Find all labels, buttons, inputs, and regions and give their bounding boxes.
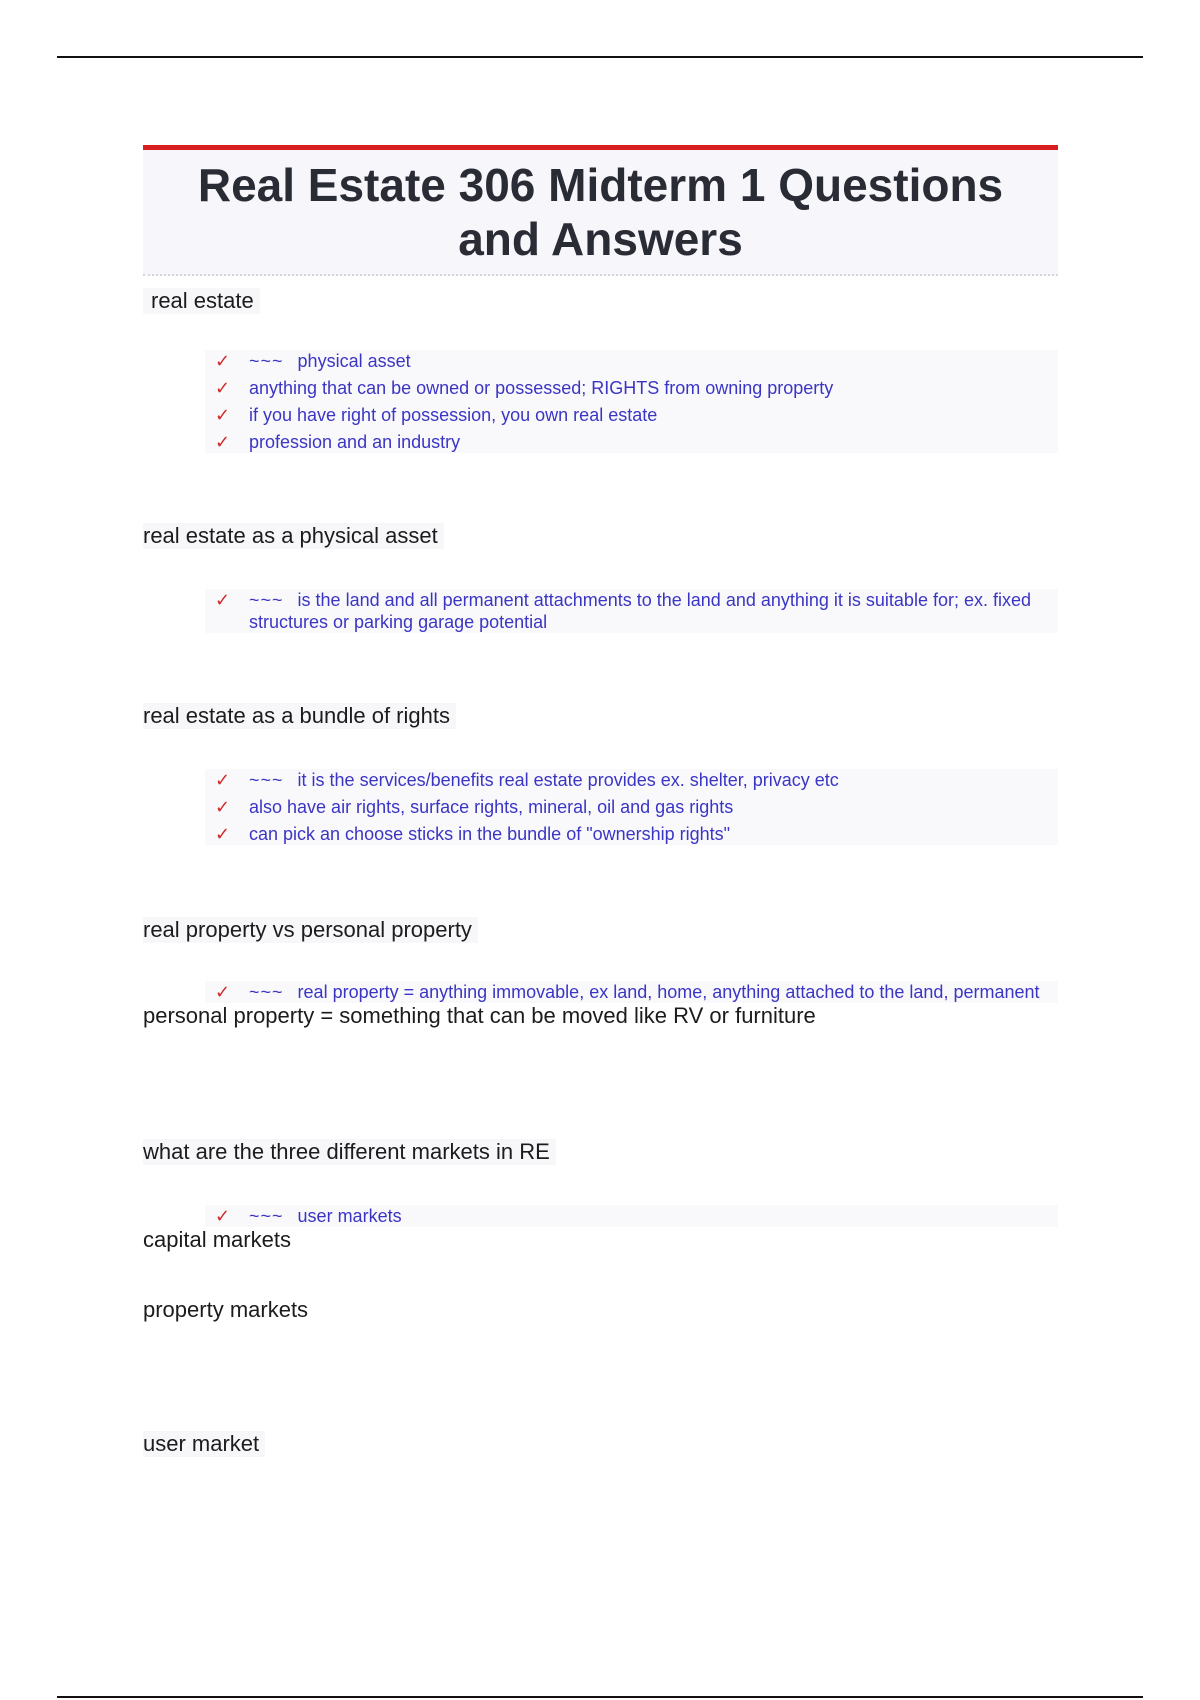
- answer-prefix: ~~~: [249, 770, 284, 790]
- question-text: real property vs personal property: [143, 917, 478, 943]
- check-icon: ✓: [215, 982, 231, 1002]
- answer-continuation: property markets: [143, 1297, 309, 1322]
- answer-prefix: ~~~: [249, 590, 284, 610]
- top-page-rule: [57, 56, 1143, 58]
- check-icon: ✓: [215, 378, 231, 398]
- answer-list: [143, 589, 1058, 633]
- answer-item: [215, 589, 1058, 633]
- check-icon: ✓: [215, 797, 231, 817]
- answer-text: is the land and all permanent attachments to the land and anything it is suitable for; ex. fixed structures or parking garage potential: [249, 590, 1031, 632]
- answer-prefix: ~~~: [249, 982, 284, 1002]
- check-icon: ✓: [215, 824, 231, 844]
- question-text: user market: [143, 1431, 265, 1457]
- answer-item: [215, 431, 1058, 453]
- answer-text: physical asset: [297, 351, 411, 371]
- document-title: Real Estate 306 Midterm 1 Questions and Answers: [197, 159, 1004, 265]
- check-icon: ✓: [215, 351, 231, 371]
- title-block: [143, 145, 1058, 276]
- answer-item: [215, 350, 1058, 372]
- answer-text: it is the services/benefits real estate provides ex. shelter, privacy etc: [297, 770, 839, 790]
- answer-text: if you have right of possession, you own real estate: [249, 405, 658, 425]
- bottom-page-rule: [57, 1696, 1143, 1698]
- answer-continuation: capital markets: [143, 1227, 291, 1252]
- question-text: real estate as a bundle of rights: [143, 703, 456, 729]
- answer-list: [143, 350, 1058, 453]
- answer-list: [143, 769, 1058, 845]
- answer-prefix: ~~~: [249, 351, 284, 371]
- answer-text: can pick an choose sticks in the bundle of "ownership rights": [249, 824, 731, 844]
- check-icon: ✓: [215, 770, 231, 790]
- question-text: what are the three different markets in RE: [143, 1139, 556, 1165]
- check-icon: ✓: [215, 405, 231, 425]
- answer-text: user markets: [297, 1206, 402, 1226]
- answer-item: [215, 823, 1058, 845]
- check-icon: ✓: [215, 1206, 231, 1226]
- check-icon: ✓: [215, 590, 231, 610]
- qa-section-user-market: [143, 1431, 1058, 1457]
- document-body: [143, 145, 1058, 1457]
- answer-list: [143, 981, 1058, 1003]
- answer-continuation: personal property = something that can be moved like RV or furniture: [143, 1003, 816, 1028]
- answer-item: [215, 769, 1058, 791]
- answer-item: [215, 796, 1058, 818]
- qa-section-real-vs-personal: [143, 917, 1058, 1029]
- answer-text: anything that can be owned or possessed; RIGHTS from owning property: [249, 378, 834, 398]
- question-text: real estate: [143, 288, 260, 314]
- answer-list: [143, 1205, 1058, 1227]
- answer-text: profession and an industry: [249, 432, 461, 452]
- question-text: real estate as a physical asset: [143, 523, 444, 549]
- qa-section-physical-asset: [143, 523, 1058, 633]
- check-icon: ✓: [215, 432, 231, 452]
- qa-section-real-estate: [143, 276, 1058, 453]
- answer-item: [215, 981, 1058, 1003]
- answer-item: [215, 1205, 1058, 1227]
- answer-text: real property = anything immovable, ex land, home, anything attached to the land, permanent: [297, 982, 1040, 1002]
- qa-section-three-markets: [143, 1139, 1058, 1323]
- answer-prefix: ~~~: [249, 1206, 284, 1226]
- qa-section-bundle-of-rights: [143, 703, 1058, 845]
- answer-text: also have air rights, surface rights, mineral, oil and gas rights: [249, 797, 734, 817]
- answer-item: [215, 377, 1058, 399]
- answer-item: [215, 404, 1058, 426]
